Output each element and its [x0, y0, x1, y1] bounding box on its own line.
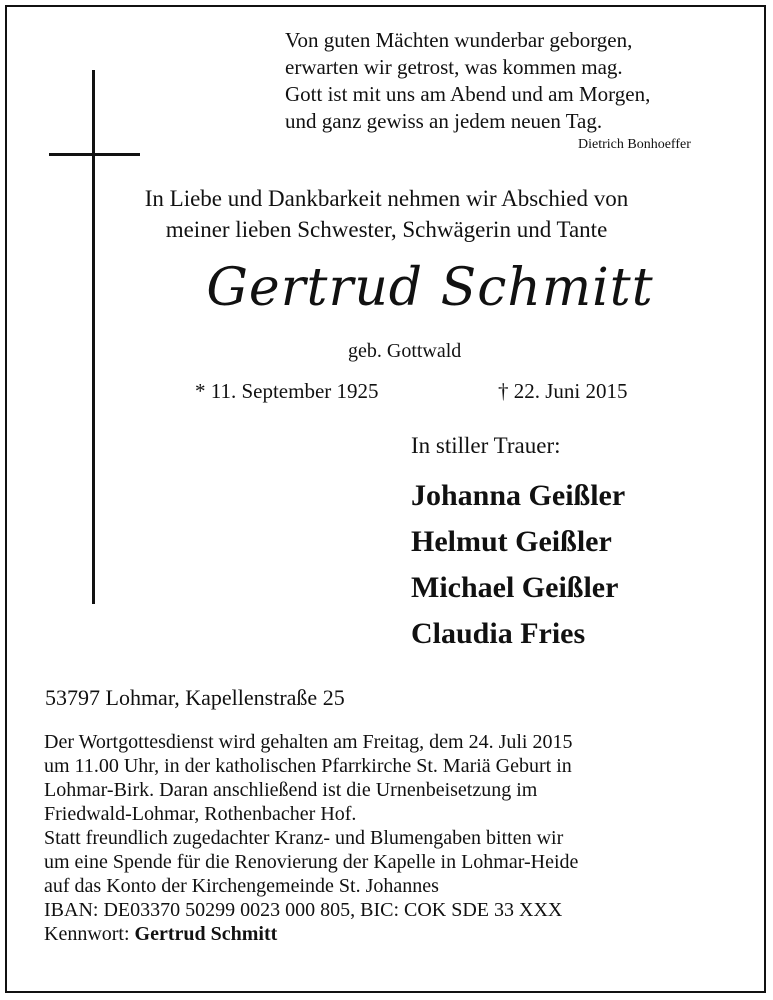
poem-line: und ganz gewiss an jedem neuen Tag.: [285, 109, 603, 133]
poem-quote: [285, 27, 745, 135]
service-line: auf das Konto der Kirchengemeinde St. Johannes: [44, 875, 439, 897]
mourner-name: Johanna Geißler: [411, 479, 626, 512]
keyword-label: Kennwort:: [44, 923, 135, 945]
service-line: um eine Spende für die Renovierung der Kapelle in Lohmar-Heide: [44, 851, 579, 873]
poem-author: Dietrich Bonhoeffer: [578, 137, 691, 152]
keyword-line: [44, 922, 754, 946]
service-line: Der Wortgottesdienst wird gehalten am Freitag, dem 24. Juli 2015: [44, 731, 573, 753]
mourner-name: Michael Geißler: [411, 571, 619, 604]
family-address: 53797 Lohmar, Kapellenstraße 25: [45, 685, 345, 710]
intro-text: [0, 183, 773, 245]
service-line: Friedwald-Lohmar, Rothenbacher Hof.: [44, 803, 357, 825]
service-line: IBAN: DE03370 50299 0023 000 805, BIC: COK SDE 33 XXX: [44, 899, 563, 921]
cross-icon-horizontal: [49, 153, 140, 156]
poem-line: Von guten Mächten wunderbar geborgen,: [285, 28, 633, 52]
poem-line: erwarten wir getrost, was kommen mag.: [285, 55, 623, 79]
service-info: [44, 730, 754, 946]
cross-icon-vertical: [92, 70, 95, 604]
service-line: um 11.00 Uhr, in der katholischen Pfarrkirche St. Mariä Geburt in: [44, 755, 572, 777]
deceased-born-name: geb. Gottwald: [348, 340, 462, 362]
mourner-name: Helmut Geißler: [411, 525, 612, 558]
poem-line: Gott ist mit uns am Abend und am Morgen,: [285, 82, 651, 106]
intro-line: In Liebe und Dankbarkeit nehmen wir Abschied von: [144, 186, 629, 211]
deceased-name: Gertrud Schmitt: [206, 258, 654, 318]
death-date: † 22. Juni 2015: [498, 379, 628, 403]
mourners-list: [411, 473, 625, 657]
service-line: Statt freundlich zugedachter Kranz- und Blumengaben bitten wir: [44, 827, 564, 849]
mourner-name: Claudia Fries: [411, 617, 586, 650]
intro-line: meiner lieben Schwester, Schwägerin und Tante: [165, 217, 608, 242]
keyword-value: Gertrud Schmitt: [134, 923, 278, 945]
mourners-label: In stiller Trauer:: [411, 433, 561, 458]
service-line: Lohmar-Birk. Daran anschließend ist die Urnenbeisetzung im: [44, 779, 538, 801]
birth-date: * 11. September 1925: [195, 379, 379, 403]
